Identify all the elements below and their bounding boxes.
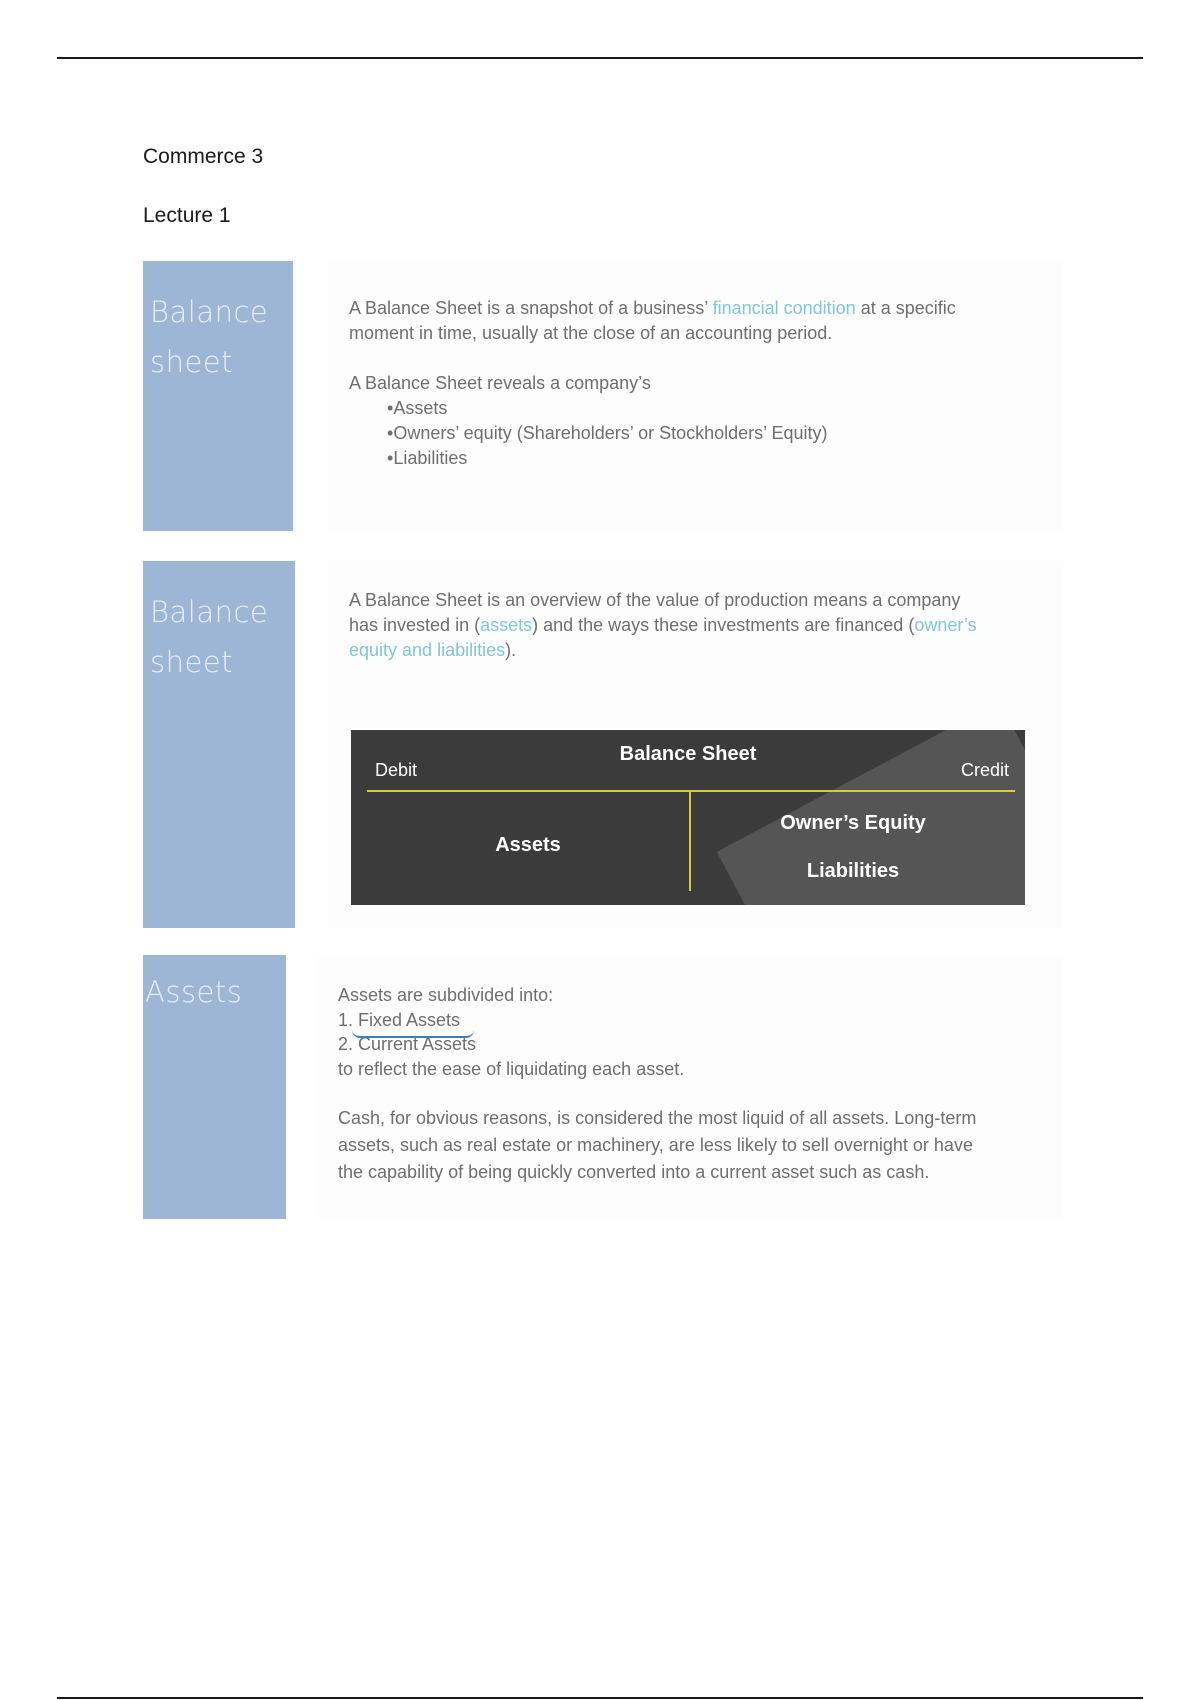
balance-sheet-reveals-text: A Balance Sheet reveals a company’s [349,373,651,393]
diagram-owners-equity-label: Owner’s Equity [780,812,926,834]
slide-sidebar-title: Balance sheet [150,595,269,679]
document-title: Commerce 3 [143,145,264,168]
diagram-title: Balance Sheet [619,743,757,765]
financial-condition-highlight: financial condition [712,298,856,318]
balance-sheet-diagram [351,730,1025,905]
balance-sheet-snapshot-text: A Balance Sheet is a snapshot of a business’ financial condition at a specific moment in time, usually at the close of an accounting period. [349,298,956,343]
balance-sheet-overview-text: A Balance Sheet is an overview of the value of production means a company has invested in (assets) and the ways these investments are financed (owner’s equity and liabilities). [349,590,977,660]
list-item: • Owners’ equity (Shareholders’ or Stockholders’ Equity) [387,421,1047,446]
equity-liabilities-highlight: equity and liabilities [349,640,506,660]
list-item: • Assets [387,396,1047,421]
slide-sidebar-title: Balance sheet [150,295,269,379]
lecture-heading: Lecture 1 [143,204,231,227]
balance-sheet-bullet-list [387,396,1047,471]
bottom-rule [57,1697,1143,1699]
assets-subdivision-text: Assets are subdivided into: 1. Fixed Assets 2. Current Assets to reflect the ease of liquidating each asset. [338,985,685,1079]
diagram-liabilities-label: Liabilities [806,860,900,882]
diagram-debit-label: Debit [375,760,418,780]
diagram-horizontal-divider [367,790,1015,792]
fixed-assets-item: 1. Fixed Assets [338,1009,461,1030]
handwritten-underline [352,1030,474,1038]
slide-sidebar-title: Assets [145,975,243,1009]
assets-highlight: assets [480,615,533,635]
cash-liquidity-text: Cash, for obvious reasons, is considered the most liquid of all assets. Long-term assets, such as real estate or machinery, are less likely to sell overnight or have the capability of being quickly converted into a current asset such as cash. [338,1108,977,1182]
top-rule [57,57,1143,59]
diagram-assets-label: Assets [495,834,561,856]
slide-sidebar [143,561,295,928]
list-item: • Liabilities [387,446,1047,471]
slide-sidebar [143,955,286,1219]
slide-sidebar [143,261,293,531]
owners-highlight: owner’s [914,615,977,635]
current-assets-item: 2. Current Assets [338,1034,477,1054]
diagram-credit-label: Credit [960,760,1009,780]
